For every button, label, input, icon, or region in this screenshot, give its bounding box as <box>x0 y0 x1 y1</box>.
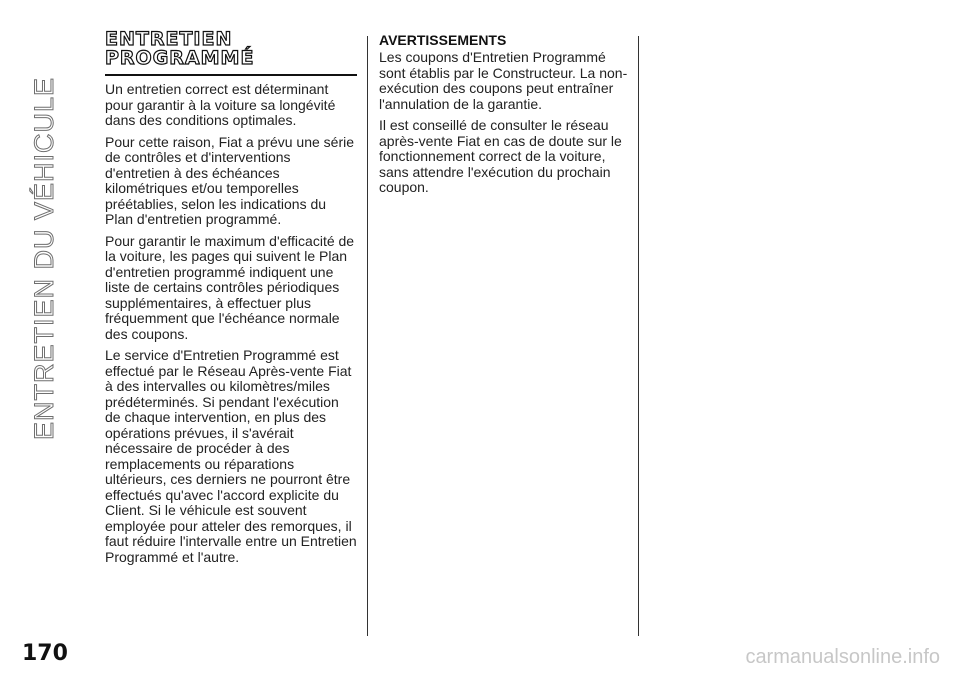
chapter-side-title: ENTRETIEN DU VÉHICULE <box>29 76 59 440</box>
paragraph: Un entretien correct est déterminant pour garantir à la voiture sa longévité dans des conditions optimales. <box>105 81 336 128</box>
section-heading <box>105 30 357 68</box>
column-divider <box>638 36 639 636</box>
paragraph: Le service d'Entretien Programmé est effectué par le Réseau Après-vente Fiat à des intervalles ou kilomètres/miles prédéterminés. Si pendant l'exécution de chaque intervention, en plus des opérations prévues, il s'avérait nécessaire de procéder à des remplacements ou réparations ultérieurs, ces derniers ne pourront être effectués qu'avec l'accord explicite du Client. Si le véhicule est souvent employée pour atteler des remorques, il faut réduire l'intervalle entre un Entretien Programmé et l'autre. <box>105 347 357 565</box>
warning-paragraph: Il est conseillé de consulter le réseau après-vente Fiat en cas de doute sur le fonctionnement correct de la voiture, sans attendre l'exécution du prochain coupon. <box>379 117 622 195</box>
warnings-heading: AVERTISSEMENTS <box>379 32 507 48</box>
paragraph: Pour cette raison, Fiat a prévu une série de contrôles et d'interventions d'entretien à des échéances kilométriques et/ou temporelles préétablies, selon les indications du Plan d'entretien programmé. <box>105 133 355 227</box>
heading-underline <box>105 74 357 76</box>
section-heading-line-2: PROGRAMMÉ <box>105 47 255 69</box>
warnings-section <box>379 32 631 202</box>
warning-paragraph: Les coupons d'Entretien Programmé sont établis par le Constructeur. La non-exécution des coupons peut entraîner l'annulation de la garantie. <box>379 49 628 112</box>
section-heading-line-1: ENTRETIEN <box>105 28 233 50</box>
column-divider <box>367 36 368 636</box>
maintenance-section <box>105 30 357 571</box>
paragraph: Pour garantir le maximum d'efficacité de la voiture, les pages qui suivent le Plan d'entretien programmé indiquent une liste de certains contrôles périodiques supplémentaires, à effectuer plus fréquemment que l'échéance normale des coupons. <box>105 232 355 342</box>
page-number: 170 <box>22 641 68 666</box>
watermark-text: carmanualsonline.info <box>745 646 940 668</box>
